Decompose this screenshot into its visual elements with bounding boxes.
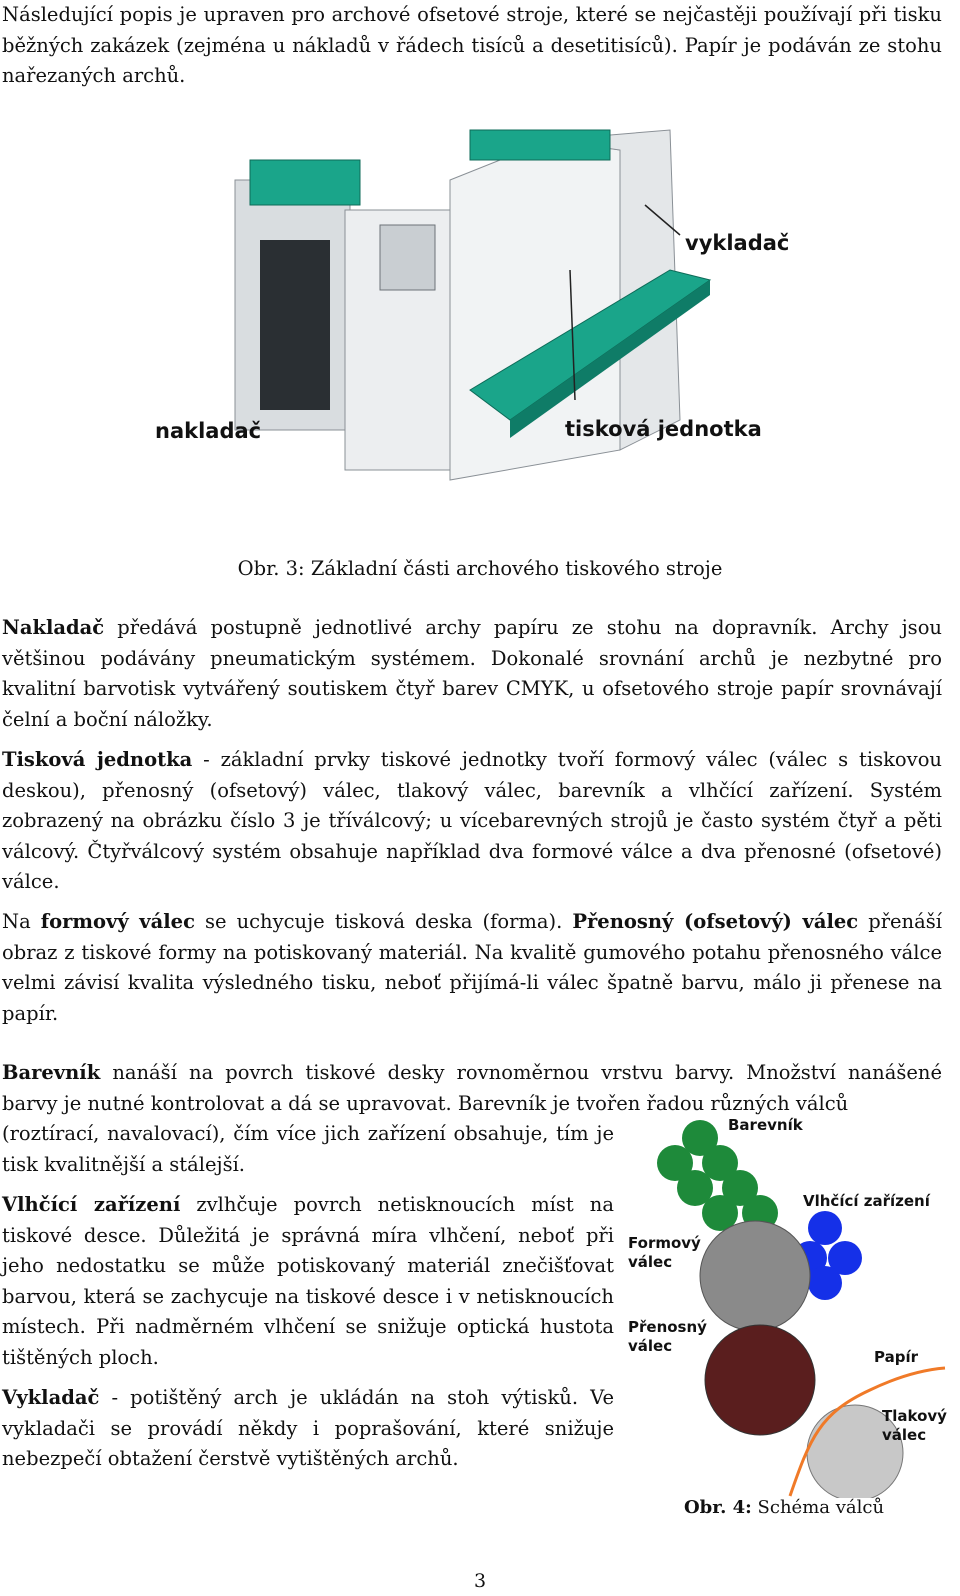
term-tiskova-jednotka: Tisková jednotka: [2, 748, 193, 771]
label-delivery: vykladač: [685, 231, 790, 255]
page-number: 3: [473, 1570, 487, 1592]
label-barevnik: Barevník: [728, 1116, 803, 1134]
blanket-cylinder: [705, 1325, 815, 1435]
label-formovy-1: Formový: [628, 1234, 701, 1252]
label-feeder: nakladač: [155, 419, 262, 443]
label-prenosny-1: Přenosný: [628, 1318, 707, 1336]
paragraph-barevnik: Barevník nanáší na povrch tiskové desky rovnoměrnou vrstvu barvy. Množství nanášené barvy je nutné kontrolovat a dá se upravovat. Barevník je tvořen řadou různých válců: [2, 1061, 942, 1115]
figure3-caption: Obr. 3: Základní části archového tiskového stroje: [237, 557, 723, 580]
paragraph-formovy-valec: Na formový válec se uchycuje tisková deska (forma). Přenosný (ofsetový) válec přenáší obraz z tiskové formy na potiskovaný materiál. Na kvalitě gumového potahu přenosného válce velmi závisí kvalita výsledného tisku, neboť přijímá-li válec špatně barvu, málo ji přenese na papír.: [2, 910, 942, 1025]
plate-cylinder: [700, 1221, 810, 1331]
term-nakladac: Nakladač: [2, 616, 105, 639]
figure4-caption: Obr. 4: Schéma válců: [684, 1497, 885, 1518]
label-print-unit: tisková jednotka: [565, 417, 762, 441]
unit-cover: [470, 130, 610, 160]
inking-rollers: [657, 1120, 778, 1231]
cylinder-schema-figure: [620, 1108, 950, 1498]
paragraph-nakladac: Nakladač předává postupně jednotlivé archy papíru ze stohu na dopravník. Archy jsou většinou podávány pneumatickým systémem. Dokonalé srovnání archů je nezbytné pro kvalitní barvotisk vytvářený soutiskem čtyř barev CMYK, u ofsetového stroje papír srovnávají čelní a boční náložky.: [2, 616, 942, 731]
paragraph-tiskova-jednotka: Tisková jednotka - základní prvky tiskové jednotky tvoří formový válec (válec s tiskovou deskou), přenosný (ofsetový) válec, tlakový válec, barevník a vlhčící zařízení. Systém zobrazený na obrázku číslo 3 je tříválcový; u vícebarevných strojů je často systém čtyř a pěti válcový. Čtyřválcový systém obsahuje například dva formové válce a dva přenosné (ofsetové) válce.: [2, 748, 942, 893]
paragraph-barevnik-cont: (roztírací, navalovací), čím více jich zařízení obsahuje, tím je tisk kvalitnější a stálejší.: [2, 1122, 614, 1176]
term-formovy-valec: formový válec: [40, 910, 195, 933]
label-vlhcici: Vlhčící zařízení: [803, 1192, 930, 1210]
paragraph-vlhcici: Vlhčící zařízení zvlhčuje povrch netisknoucích míst na tiskové desce. Důležitá je správná míra vlhčení, neboť při jeho nedostatku se může potiskovaný materiál znečišťovat barvou, která se zachycuje na tiskové desce i v netisknoucích místech. Při nadměrném vlhčení se snižuje optická hustota tištěných ploch.: [2, 1193, 614, 1369]
label-prenosny-2: válec: [628, 1337, 673, 1355]
label-papir: Papír: [874, 1348, 918, 1366]
control-panel: [380, 225, 435, 290]
term-prenosny-valec: Přenosný (ofsetový) válec: [572, 910, 859, 933]
term-vykladac: Vykladač: [2, 1386, 100, 1409]
paragraph-vykladac: Vykladač - potištěný arch je ukládán na stoh výtisků. Ve vykladači se provádí někdy i poprašování, které snižuje nebezpečí obtažení čerstvě vytištěných archů.: [2, 1386, 614, 1470]
term-barevnik: Barevník: [2, 1061, 101, 1084]
printing-press-figure: [150, 120, 790, 500]
label-tlakovy-2: válec: [882, 1426, 927, 1444]
label-formovy-2: válec: [628, 1253, 673, 1271]
intro-paragraph: Následující popis je upraven pro archové ofsetové stroje, které se nejčastěji používají při tisku běžných zakázek (zejména u nákladů v řádech tisíců a desetitisíců). Papír je podáván ze stohu nařezaných archů.: [2, 3, 942, 87]
feeder-head: [250, 160, 360, 205]
label-tlakovy-1: Tlakový: [882, 1407, 947, 1425]
feeder-stack: [260, 240, 330, 410]
term-vlhcici: Vlhčící zařízení: [2, 1193, 181, 1216]
